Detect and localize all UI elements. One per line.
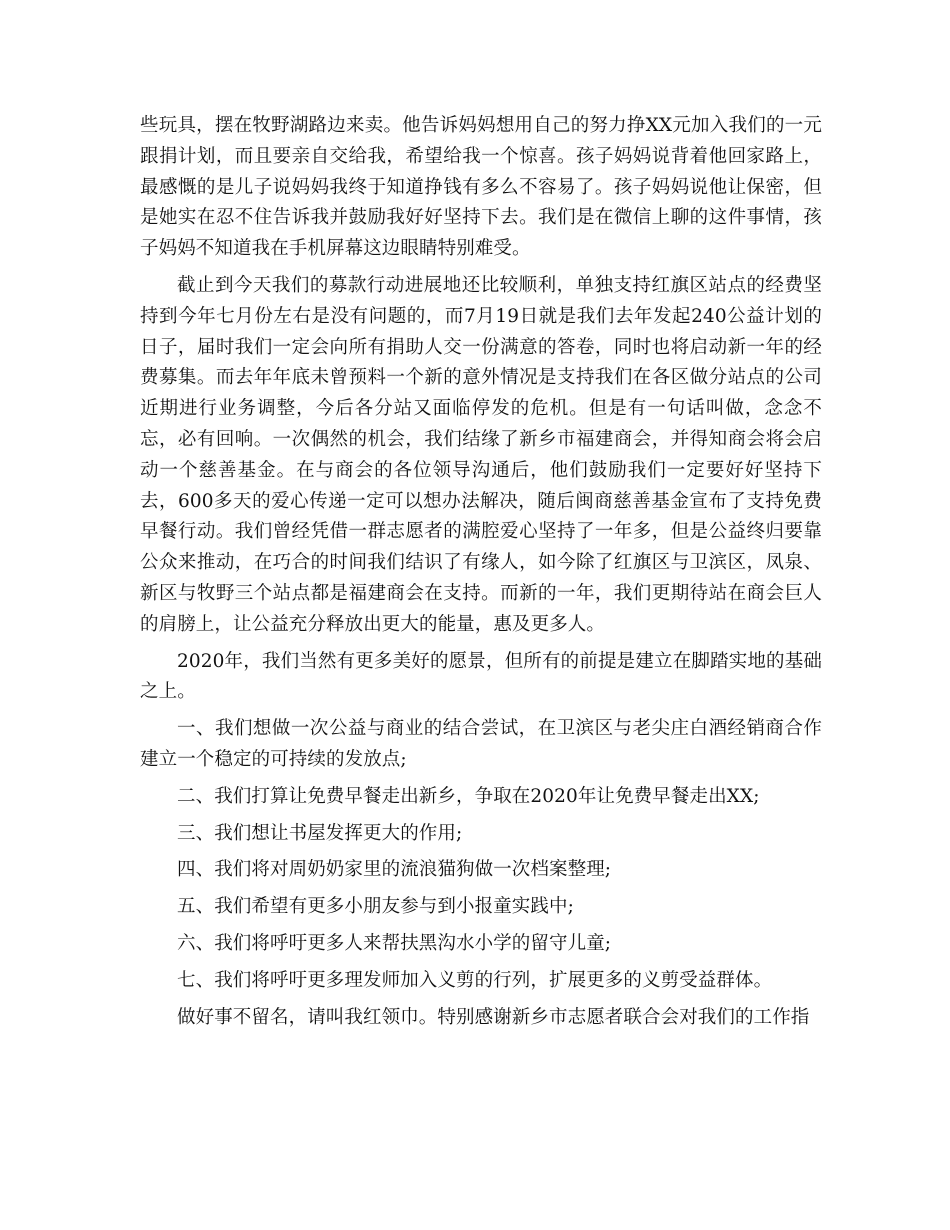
- plan-item-5: 五、我们希望有更多小朋友参与到小报童实践中;: [177, 896, 574, 918]
- plan-item-6: 六、我们将呼吁更多人来帮扶黑沟水小学的留守儿童;: [177, 932, 612, 954]
- paragraph-fundraising-progress: 截止到今天我们的募款行动进展地还比较顺利，单独支持红旗区站点的经费坚持到今年七月份左右是没有问题的，而7月19日就是我们去年发起240公益计划的日子，届时我们一定会向所有捐助人交一份满意的答卷，同时也将启动新一年的经费募集。而去年年底未曾预料一个新的意外情况是支持我们在各区做分站点的公司近期进行业务调整，今后各分站又面临停发的危机。但是有一句话叫做，念念不忘，必有回响。一次偶然的机会，我们结缘了新乡市福建商会，并得知商会将会启动一个慈善基金。在与商会的各位领导沟通后，他们鼓励我们一定要好好坚持下去，600多天的爱心传递一定可以想办法解决，随后闽商慈善基金宣布了支持免费早餐行动。我们曾经凭借一群志愿者的满腔爱心坚持了一年多，但是公益终归要靠公众来推动，在巧合的时间我们结识了有缘人，如今除了红旗区与卫滨区，凤泉、新区与牧野三个站点都是福建商会在支持。而新的一年，我们更期待站在商会巨人的肩膀上，让公益充分释放出更大的能量，惠及更多人。: [140, 274, 822, 635]
- plan-item-7: 七、我们将呼吁更多理发师加入义剪的行列，扩展更多的义剪受益群体。: [177, 969, 773, 991]
- document-body: [140, 111, 822, 1039]
- paragraph-continuation: 些玩具，摆在牧野湖路边来卖。他告诉妈妈想用自己的努力挣XX元加入我们的一元跟捐计划，而且要亲自交给我，希望给我一个惊喜。孩子妈妈说背着他回家路上，最感慨的是儿子说妈妈我终于知道挣钱有多么不容易了。孩子妈妈说他让保密，但是她实在忍不住告诉我并鼓励我好好坚持下去。我们是在微信上聊的这件事情，孩子妈妈不知道我在手机屏幕这边眼睛特别难受。: [140, 115, 822, 260]
- paragraph-thanks: 做好事不留名，请叫我红领巾。特别感谢新乡市志愿者联合会对我们的工作指: [177, 1006, 810, 1028]
- paragraph-2020-vision: 2020年，我们当然有更多美好的愿景，但所有的前提是建立在脚踏实地的基础之上。: [140, 650, 822, 703]
- plan-item-1: 一、我们想做一次公益与商业的结合尝试，在卫滨区与老尖庄白酒经销商合作建立一个稳定的可持续的发放点;: [140, 718, 822, 770]
- plan-item-3: 三、我们想让书屋发挥更大的作用;: [177, 822, 463, 844]
- plan-item-2: 二、我们打算让免费早餐走出新乡，争取在2020年让免费早餐走出XX;: [177, 785, 760, 807]
- plan-item-4: 四、我们将对周奶奶家里的流浪猫狗做一次档案整理;: [177, 859, 612, 881]
